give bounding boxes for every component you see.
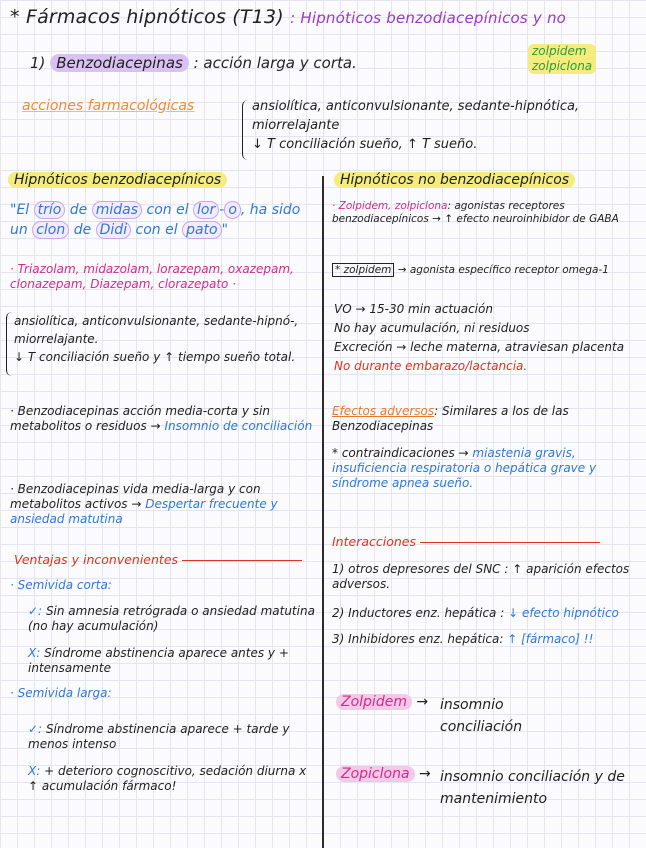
zolpidem-desc: → agonista específico receptor omega-1 [397,264,609,276]
mnemonic-quote [10,200,316,240]
acciones-list [252,97,642,154]
quote-bubble: lor [193,201,219,219]
corta-pro [28,604,318,634]
acciones-label [22,98,194,114]
int3-effect: ↑ [fármaco] !! [507,632,594,646]
zolpidem-use: insomnio conciliación [440,697,523,735]
zolpidem-word: Zolpidem [336,694,412,710]
side-drug-zolpidem: zolpidem [532,44,587,58]
interacciones-heading-text: Interacciones [332,534,416,549]
ventajas-underline [182,560,302,562]
bz-media-corta-result: Insomnio de conciliación [164,419,313,433]
embarazo-warning: No durante embarazo/lactancia. [334,359,528,373]
title-bullet: * [10,6,20,28]
larga-pro [28,722,318,752]
zolpidem-tag: * zolpidem [332,263,394,277]
int2-label: 2) Inductores enz. hepática : [332,606,505,620]
zolpidem-summary: Zolpidem → [336,694,428,710]
section-desc: : acción larga y corta. [193,54,357,72]
quote-bubble: clon [32,221,69,239]
bz-media-corta [10,404,316,434]
contra-label: * contraindicaciones → [332,446,469,460]
accion-item: ↓ T conciliación sueño, ↑ T sueño. [252,137,478,152]
quote-part: con el [146,202,189,218]
title-text: Fármacos hipnóticos (T13) [25,6,284,28]
quote-bubble: Didi [96,221,131,239]
larga-con-text: + deterioro cognoscitivo, sedación diurna x ↑ acumulación fármaco! [28,764,307,793]
quote-part: " [221,222,229,238]
excrecion-text: Excreción → leche materna, atraviesan placenta [334,340,625,354]
side-drug-zolpiclona: zolpiclona [532,59,593,73]
larga-pro-text: Síndrome abstinencia aparece + tarde y menos intenso [28,722,290,751]
section-benzodiacepinas [30,54,357,72]
vo-text: VO → 15-30 min actuación [334,302,493,316]
quote-part: "El [10,202,30,218]
quote-part: con el [135,222,178,238]
int2-effect: ↓ efecto hipnótico [508,606,619,620]
no-bz-drugs-desc: : agonistas receptores benzodiacepínicos → ↑ efecto neuroinhibidor de GABA [332,200,619,225]
ventajas-heading-text: Ventajas y inconvenientes [14,552,179,567]
bz-media-corta-text: · Benzodiacepinas acción media-corta y sin metabolitos o residuos → [10,404,270,433]
zopiclona-word: Zopiclona [336,766,415,782]
bz-media-larga [10,482,316,527]
contraindicaciones [332,446,638,491]
column-divider [322,176,324,848]
pharmacokinetics [334,300,640,376]
side-drugs [528,44,596,74]
cross-icon: X: [28,764,41,778]
ventajas-heading [14,552,302,567]
quote-part: , ha sido un [10,202,301,238]
left-heading [8,172,227,188]
check-icon: ✓: [28,604,43,618]
effect-item: ansiolítica, anticonvulsionante, sedante-hipnó-, [14,314,299,328]
contra-desc: miastenia gravis, insuficiencia respiratoria o hepática grave y síndrome apnea sueño. [332,446,597,490]
larga-con [28,764,318,794]
interaccion-3 [332,632,644,647]
no-bz-drugs-label: · Zolpidem, zolpiclona [332,200,448,212]
corta-con-text: Síndrome abstinencia aparece antes y + intensamente [28,646,289,675]
check-icon: ✓: [28,722,43,736]
semivida-corta: · Semivida corta: [10,578,112,592]
quote-part: de [73,222,92,238]
interacciones-underline [420,542,600,544]
interacciones-heading [332,534,600,549]
effects-bracket [6,312,12,376]
corta-pro-text: Sin amnesia retrógrada o ansiedad matutina (no hay acumulación) [28,604,315,633]
quote-bubble: midas [92,201,142,219]
interaccion-2 [332,606,644,621]
effects-list [14,312,320,366]
cross-icon: X: [28,646,41,660]
right-heading [334,172,575,188]
acciones-label-text: acciones farmacológicas [22,98,195,114]
efectos-desc: : Similares a los de las Benzodiacepinas [332,404,569,433]
quote-bubble: trío [34,201,66,219]
quote-part: - [219,202,225,218]
bz-media-larga-text: · Benzodiacepinas vida media-larga y con metabolitos activos → [10,482,261,511]
zopiclona-use: insomnio conciliación y de mantenimiento [440,769,625,807]
left-heading-text: Hipnóticos benzodiacepínicos [8,172,227,188]
section-number: 1) [30,54,46,72]
quote-bubble: o [224,201,241,219]
title-subtitle: : Hipnóticos benzodiacepínicos y no [290,9,567,27]
efectos-label: Efectos adversos [332,404,435,418]
page-title [10,6,566,28]
drug-list: · Triazolam, midazolam, lorazepam, oxazepam, clonazepam, Diazepam, clorazepato · [10,262,294,291]
quote-part: de [69,202,88,218]
semivida-larga: · Semivida larga: [10,686,112,700]
effect-item: ↓ T conciliación sueño y ↑ tiempo sueño total. [14,350,296,364]
efectos-adversos [332,404,640,434]
right-heading-text: Hipnóticos no benzodiacepínicos [334,172,575,188]
acciones-bracket [242,100,249,160]
quote-bubble: pato [182,221,222,239]
bz-media-larga-result: Despertar frecuente y ansiedad matutina [10,497,278,526]
accion-item: miorrelajante [252,118,340,133]
no-acum-text: No hay acumulación, ni residuos [334,321,530,335]
interaccion-1: 1) otros depresores del SNC : ↑ aparición efectos adversos. [332,562,630,591]
effect-item: miorrelajante. [14,332,99,346]
no-bz-drugs [332,200,640,226]
zopiclona-summary: Zopiclona → [336,766,431,782]
zolpidem-note [332,264,644,277]
corta-con [28,646,318,676]
accion-item: ansiolítica, anticonvulsionante, sedante-hipnótica, [252,99,580,114]
int3-label: 3) Inhibidores enz. hepática: [332,632,504,646]
section-heading: Benzodiacepinas [50,54,189,72]
